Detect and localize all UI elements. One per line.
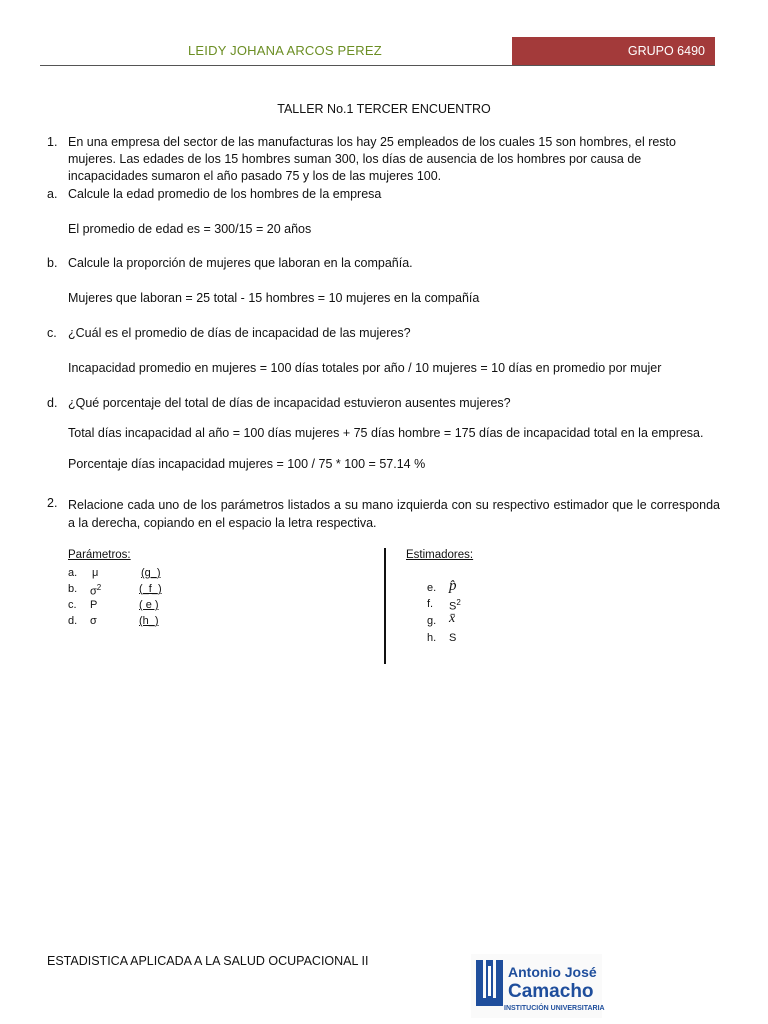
q1d-answer-percent: Porcentaje días incapacidad mujeres = 100 / 75 * 100 = 57.14 % (68, 457, 426, 471)
param-b-symbol-base: σ (90, 585, 97, 598)
column-divider (384, 548, 386, 664)
param-a-symbol: μ (92, 567, 99, 579)
q1a-answer: El promedio de edad es = 300/15 = 20 años (68, 222, 312, 236)
param-b-symbol-exp: 2 (96, 583, 102, 592)
q1b-marker: b. (47, 256, 58, 270)
param-d-answer: (h_) (139, 615, 159, 627)
group-badge (512, 37, 715, 65)
q2-text: Relacione cada uno de los parámetros listados a su mano izquierda con su respectivo estimador que le corresponda a la derecha, copiando en el espacio la letra respectiva. (68, 498, 720, 530)
logo-text-line1: Antonio José (508, 964, 597, 980)
param-c-marker: c. (68, 599, 77, 611)
q1a-question: Calcule la edad promedio de los hombres de la empresa (68, 187, 382, 201)
est-f-marker: f. (427, 598, 434, 610)
est-e-marker: e. (427, 582, 437, 594)
logo-text-line3: INSTITUCIÓN UNIVERSITARIA (504, 1005, 605, 1012)
q1b-answer: Mujeres que laboran = 25 total - 15 hombres = 10 mujeres en la compañía (68, 291, 480, 305)
est-g-marker: g. (427, 615, 437, 627)
logo-text-line2: Camacho (508, 981, 594, 1002)
param-c-symbol: P (90, 599, 98, 611)
q1-line-3: incapacidades sumaron el año pasado 75 y los de las mujeres 100. (68, 169, 442, 183)
group-label: GRUPO 6490 (627, 44, 705, 58)
estimators-heading: Estimadores: (406, 549, 474, 561)
course-name: ESTADISTICA APLICADA A LA SALUD OCUPACIONAL II (47, 954, 369, 968)
param-c-answer: ( e ) (139, 599, 159, 611)
q1-line-1: En una empresa del sector de las manufacturas los hay 25 empleados de los cuales 15 son hombres, el resto (68, 135, 676, 149)
param-a-marker: a. (68, 567, 78, 579)
param-d-marker: d. (68, 615, 78, 627)
est-f-symbol-base: S (449, 600, 457, 613)
param-b-symbol (90, 583, 101, 598)
est-g-symbol: x̄ (449, 611, 456, 626)
institution-logo (471, 954, 605, 1018)
header-divider (40, 65, 715, 66)
page-title: TALLER No.1 TERCER ENCUENTRO (277, 102, 491, 116)
est-e-symbol: p̂ (449, 578, 457, 594)
q1c-answer: Incapacidad promedio en mujeres = 100 días totales por año / 10 mujeres = 10 días en promedio por mujer (68, 361, 662, 375)
q1b-question: Calcule la proporción de mujeres que laboran en la compañía. (68, 256, 413, 270)
q2-number: 2. (47, 496, 58, 510)
param-a-answer: (g_) (141, 567, 161, 579)
author-name: LEIDY JOHANA ARCOS PEREZ (188, 43, 382, 58)
est-h-symbol: S (449, 632, 457, 644)
est-f-symbol-exp: 2 (456, 598, 461, 607)
q1c-question: ¿Cuál es el promedio de días de incapacidad de las mujeres? (68, 326, 411, 340)
est-h-marker: h. (427, 632, 437, 644)
param-d-symbol: σ (90, 615, 97, 627)
param-b-answer: (_f_) (139, 583, 162, 595)
q1-number: 1. (47, 135, 58, 149)
param-b-marker: b. (68, 583, 78, 595)
q1-line-2: mujeres. Las edades de los 15 hombres suman 300, los días de ausencia de los hombres por causa de (68, 152, 642, 166)
q1c-marker: c. (47, 326, 57, 340)
q1a-marker: a. (47, 187, 58, 201)
q1d-marker: d. (47, 396, 58, 410)
parameters-heading: Parámetros: (68, 549, 131, 561)
q1d-answer-total: Total días incapacidad al año = 100 días mujeres + 75 días hombre = 175 días de incapacidad total en la empresa. (68, 426, 704, 440)
q1d-question: ¿Qué porcentaje del total de días de incapacidad estuvieron ausentes mujeres? (68, 396, 511, 410)
